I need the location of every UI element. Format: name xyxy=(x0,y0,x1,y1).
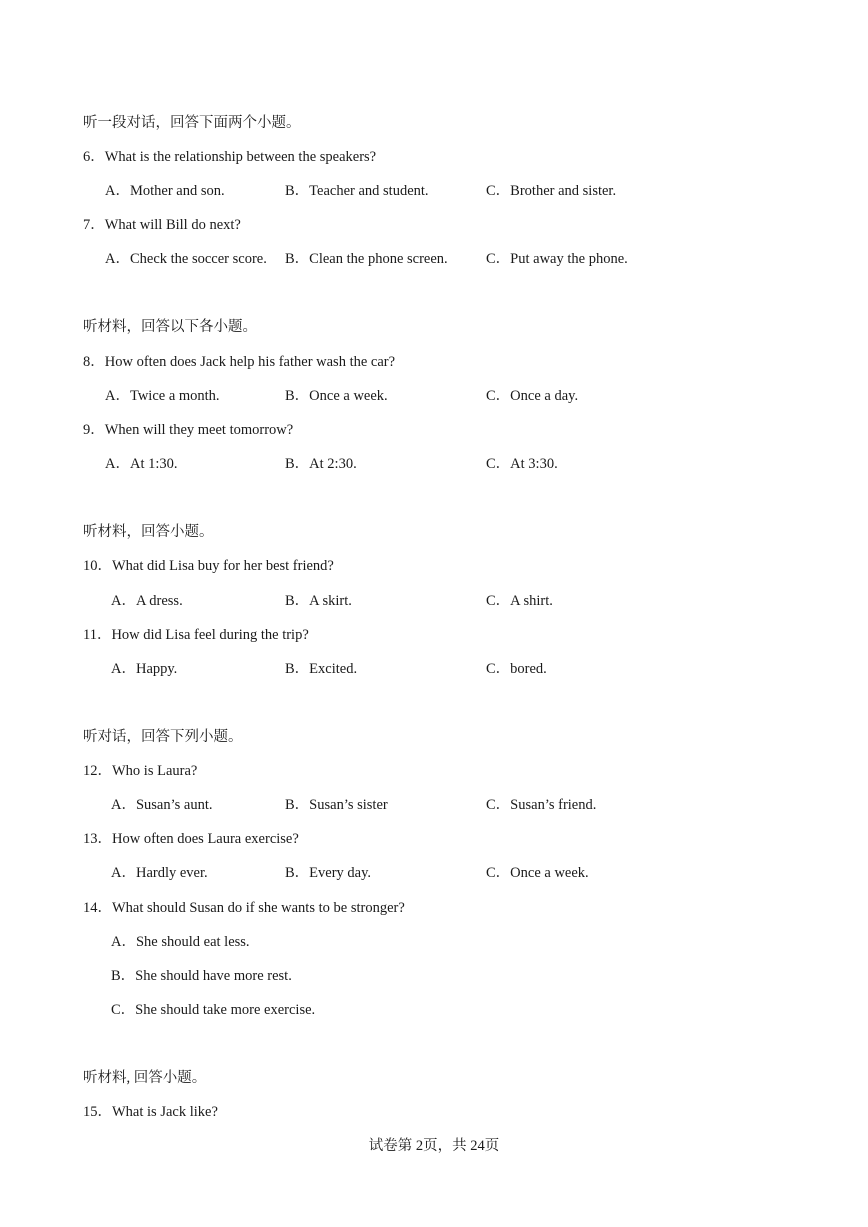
option-a: A．Check the soccer score. xyxy=(105,251,267,267)
question-10: 10．What did Lisa buy for her best friend? xyxy=(83,558,334,574)
question-14: 14．What should Susan do if she wants to be stronger? xyxy=(83,900,405,916)
option-a: A．At 1:30. xyxy=(105,456,178,472)
question-8: 8．How often does Jack help his father wash the car? xyxy=(83,354,396,370)
option-c: C．Put away the phone. xyxy=(486,251,628,267)
question-13: 13．How often does Laura exercise? xyxy=(83,831,299,847)
section-instruction: 听材料，回答以下各小题。 xyxy=(83,319,257,335)
question-7: 7．What will Bill do next? xyxy=(83,217,241,233)
option-b: B．Every day. xyxy=(285,865,372,881)
option-c: C．Once a week. xyxy=(486,865,589,881)
option-b: B．Once a week. xyxy=(285,388,388,404)
question-11: 11．How did Lisa feel during the trip? xyxy=(83,627,309,643)
option-b: B．Clean the phone screen. xyxy=(285,251,448,267)
option-b: B．A skirt. xyxy=(285,593,352,609)
option-a: A．She should eat less. xyxy=(111,934,250,950)
question-12: 12．Who is Laura? xyxy=(83,763,198,779)
option-a: A．Twice a month. xyxy=(105,388,220,404)
page-footer: 试卷第 2页，共 24页 xyxy=(368,1138,500,1154)
section-instruction: 听材料，回答小题。 xyxy=(83,524,214,540)
option-a: A．Hardly ever. xyxy=(111,865,208,881)
option-c: C．bored. xyxy=(486,661,547,677)
option-a: A．Mother and son. xyxy=(105,183,225,199)
option-c: C．A shirt. xyxy=(486,593,553,609)
option-c: C．At 3:30. xyxy=(486,456,558,472)
option-c: C．Brother and sister. xyxy=(486,183,617,199)
option-a: A．Happy. xyxy=(111,661,178,677)
option-b: B．Susan’s sister xyxy=(285,797,388,813)
option-c: C．Once a day. xyxy=(486,388,579,404)
option-a: A．A dress. xyxy=(111,593,183,609)
option-b: B．She should have more rest. xyxy=(111,968,292,984)
section-instruction: 听对话，回答下列小题。 xyxy=(83,729,243,745)
option-b: B．At 2:30. xyxy=(285,456,357,472)
question-9: 9．When will they meet tomorrow? xyxy=(83,422,294,438)
section-instruction: 听一段对话，回答下面两个小题。 xyxy=(83,115,301,131)
section-instruction: 听材料, 回答小题。 xyxy=(83,1070,207,1086)
option-b: B．Teacher and student. xyxy=(285,183,429,199)
question-15: 15．What is Jack like? xyxy=(83,1104,218,1120)
option-c: C．Susan’s friend. xyxy=(486,797,597,813)
question-6: 6．What is the relationship between the speakers? xyxy=(83,149,377,165)
option-a: A．Susan’s aunt. xyxy=(111,797,213,813)
option-b: B．Excited. xyxy=(285,661,358,677)
option-c: C．She should take more exercise. xyxy=(111,1002,316,1018)
